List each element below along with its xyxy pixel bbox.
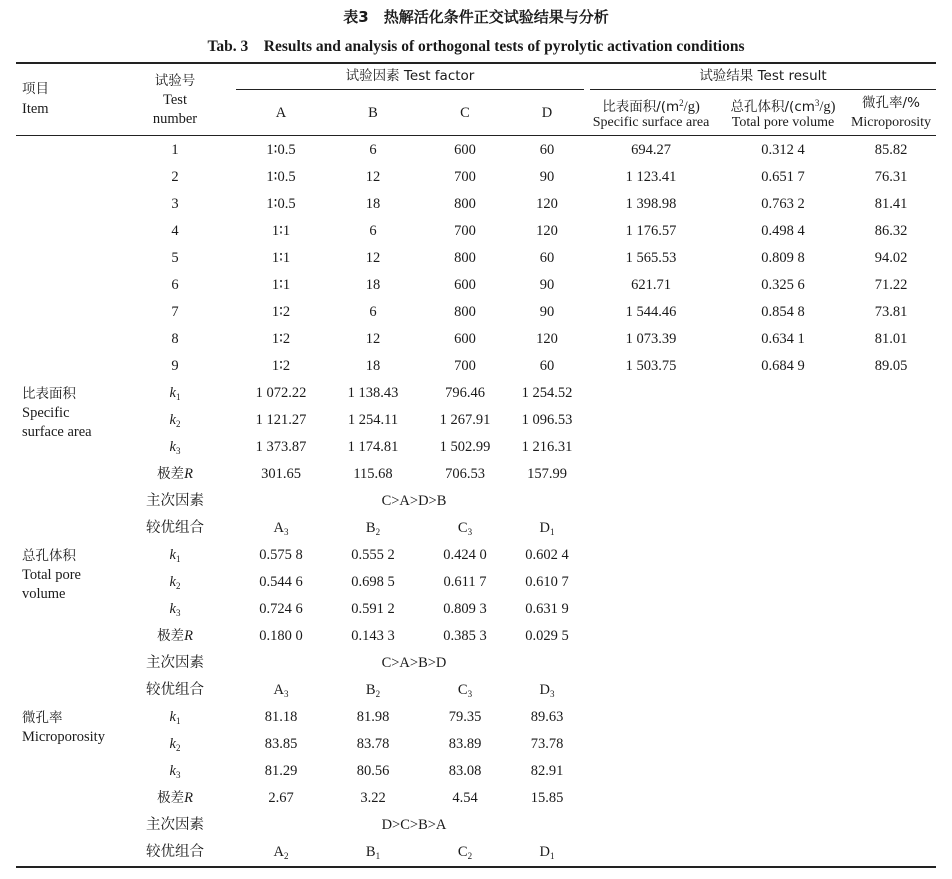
optimal-level-cell (502, 839, 592, 866)
header-result-group (590, 67, 936, 85)
optimal-level-cell (420, 515, 510, 542)
range-symbol: R (184, 466, 193, 482)
k3-value-cell: 1 216.31 (521, 439, 573, 455)
k-symbol: k (169, 601, 176, 617)
optimal-level: 1 (375, 851, 381, 861)
optimal-factor: C (457, 844, 468, 860)
k-subscript: 3 (175, 770, 181, 780)
k-row (0, 596, 952, 623)
k3-value-cell: 82.91 (530, 763, 564, 779)
factor-a-cell: 1∶0.5 (266, 142, 296, 158)
k-subscript: 2 (175, 743, 181, 753)
k-row (0, 542, 952, 569)
factor-d-cell: 120 (536, 196, 558, 212)
range-value-cell: 157.99 (527, 466, 567, 482)
factor-b-cell: 12 (365, 250, 381, 266)
k-subscript: 1 (175, 554, 181, 564)
optimal-level-cell (502, 677, 592, 704)
test-row (0, 245, 952, 272)
tpv-cell: 0.325 6 (761, 277, 805, 293)
header-rule (16, 135, 936, 136)
factor-a-cell: 1∶0.5 (266, 169, 296, 185)
analysis-item-cn: 微孔率 (22, 710, 63, 726)
k1-value-cell: 1 072.22 (255, 385, 307, 401)
k-subscript: 3 (175, 608, 181, 618)
microporosity-cell: 89.05 (874, 358, 908, 374)
factor-a-cell: 1∶2 (271, 331, 291, 347)
top-rule (16, 62, 936, 64)
range-value-cell: 4.54 (452, 790, 478, 806)
k1-value-cell: 1 138.43 (347, 385, 399, 401)
k2-value-cell: 0.611 7 (443, 574, 487, 590)
factor-c-cell: 800 (454, 304, 476, 320)
primary-factor-order: C>A>B>D (381, 655, 447, 671)
k-symbol: k (169, 547, 176, 563)
k1-value-cell: 81.18 (264, 709, 298, 725)
header-tpv-cn-a: 总孔体积/(cm (730, 99, 815, 115)
header-factor-group-text: 试验因素 Test factor (345, 68, 475, 84)
k3-value-cell: 1 174.81 (347, 439, 399, 455)
k2-value-cell: 83.89 (448, 736, 482, 752)
optimal-level: 2 (375, 527, 381, 537)
header-item-en: Item (22, 101, 49, 117)
header-mp-en: Microporosity (850, 115, 932, 130)
k3-value-cell: 80.56 (356, 763, 390, 779)
k-subscript: 1 (175, 716, 181, 726)
factor-b-cell: 18 (365, 277, 381, 293)
optimal-level-cell (328, 677, 418, 704)
header-mp-cn-text: 微孔率/% (862, 95, 920, 111)
factor-d-cell: 60 (539, 250, 555, 266)
factor-c-cell: 700 (454, 223, 476, 239)
header-tpv-sup: 3 (814, 98, 820, 108)
k2-value-cell: 83.85 (264, 736, 298, 752)
microporosity-cell: 85.82 (874, 142, 908, 158)
factor-b-cell: 18 (365, 358, 381, 374)
microporosity-cell: 81.01 (874, 331, 908, 347)
primary-factor-order: D>C>B>A (381, 817, 447, 833)
factor-c-cell: 600 (454, 331, 476, 347)
k2-value-cell: 73.78 (530, 736, 564, 752)
k-label (130, 731, 220, 758)
microporosity-cell: 76.31 (874, 169, 908, 185)
header-factor-a: A (275, 105, 287, 121)
k-symbol: k (169, 763, 176, 779)
k2-value-cell: 1 254.11 (347, 412, 399, 428)
optimal-factor: A (273, 682, 284, 698)
k-label (130, 542, 220, 569)
test-row (0, 353, 952, 380)
optimal-combination-row (0, 839, 952, 866)
k-label (130, 407, 220, 434)
factor-c-cell: 800 (454, 196, 476, 212)
k1-value-cell: 79.35 (448, 709, 482, 725)
header-ssa-cn-b: /g) (683, 99, 700, 115)
factor-b-cell: 6 (369, 142, 377, 158)
table-caption-cn: 表3 热解活化条件正交试验结果与分析 (343, 8, 609, 26)
k-symbol: k (169, 574, 176, 590)
factor-c-cell: 600 (454, 142, 476, 158)
k3-value-cell: 1 373.87 (255, 439, 307, 455)
k2-value-cell: 1 096.53 (521, 412, 573, 428)
tpv-cell: 0.498 4 (761, 223, 805, 239)
optimal-factor: C (457, 520, 468, 536)
k2-value-cell: 0.698 5 (351, 574, 395, 590)
microporosity-cell: 81.41 (874, 196, 908, 212)
optimal-factor: C (457, 682, 468, 698)
header-ssa-en: Specific surface area (592, 115, 710, 130)
test-row (0, 218, 952, 245)
factor-d-cell: 90 (539, 169, 555, 185)
k-label (130, 704, 220, 731)
factor-b-cell: 6 (369, 223, 377, 239)
ssa-cell: 621.71 (631, 277, 671, 293)
tpv-cell: 0.684 9 (761, 358, 805, 374)
k1-value-cell: 0.424 0 (443, 547, 487, 563)
header-factor-b: B (368, 105, 378, 121)
test-number-cell: 2 (171, 169, 179, 185)
k2-value-cell: 0.544 6 (259, 574, 303, 590)
k-row (0, 704, 952, 731)
ssa-cell: 1 073.39 (625, 331, 677, 347)
k1-value-cell: 0.575 8 (259, 547, 303, 563)
optimal-level: 1 (549, 527, 555, 537)
range-row (0, 461, 952, 488)
test-row (0, 164, 952, 191)
analysis-item-cn: 比表面积 (22, 386, 76, 402)
range-symbol: R (184, 628, 193, 644)
range-value-cell: 706.53 (445, 466, 485, 482)
optimal-level: 1 (549, 851, 555, 861)
primary-factor-label: 主次因素 (146, 655, 204, 671)
analysis-item-en: volume (22, 586, 66, 602)
ssa-cell: 1 565.53 (625, 250, 677, 266)
k1-value-cell: 0.602 4 (525, 547, 569, 563)
k-row (0, 569, 952, 596)
tpv-cell: 0.634 1 (761, 331, 805, 347)
analysis-item-en: Total pore (22, 567, 81, 583)
optimal-level-cell (236, 839, 326, 866)
k2-value-cell: 0.610 7 (525, 574, 569, 590)
header-factor-c: C (460, 105, 470, 121)
optimal-level-cell (328, 515, 418, 542)
analysis-item-en: Microporosity (22, 729, 105, 745)
optimal-level: 2 (375, 689, 381, 699)
optimal-level: 3 (549, 689, 555, 699)
optimal-combination-label: 较优组合 (146, 520, 204, 536)
microporosity-cell: 73.81 (874, 304, 908, 320)
k1-value-cell: 89.63 (530, 709, 564, 725)
microporosity-cell: 94.02 (874, 250, 908, 266)
range-symbol: R (184, 790, 193, 806)
optimal-combination-label: 较优组合 (146, 844, 204, 860)
optimal-level-cell (502, 515, 592, 542)
factor-a-cell: 1∶1 (271, 250, 291, 266)
header-test-cn: 试验号 (154, 73, 196, 89)
factor-d-cell: 90 (539, 304, 555, 320)
k-row (0, 380, 952, 407)
range-label (130, 623, 220, 650)
factor-b-cell: 6 (369, 304, 377, 320)
primary-factor-row (0, 650, 952, 677)
k-row (0, 407, 952, 434)
header-factor-group (236, 67, 584, 85)
optimal-level-cell (420, 677, 510, 704)
ssa-cell: 1 544.46 (625, 304, 677, 320)
k-row (0, 731, 952, 758)
k3-value-cell: 0.724 6 (259, 601, 303, 617)
k-subscript: 1 (175, 392, 181, 402)
range-label-text: 极差 (157, 466, 185, 482)
factor-d-cell: 60 (539, 358, 555, 374)
range-value-cell: 0.385 3 (443, 628, 487, 644)
tpv-cell: 0.854 8 (761, 304, 805, 320)
header-result-group-text: 试验结果 Test result (699, 68, 827, 84)
header-ssa-cn (586, 94, 716, 116)
ssa-cell: 1 503.75 (625, 358, 677, 374)
factor-a-cell: 1∶2 (271, 358, 291, 374)
header-ssa-sup: 2 (679, 98, 684, 108)
factor-d-cell: 120 (536, 331, 558, 347)
ssa-cell: 694.27 (631, 142, 671, 158)
factor-group-rule (236, 89, 584, 90)
k1-value-cell: 81.98 (356, 709, 390, 725)
optimal-level-cell (420, 839, 510, 866)
optimal-combination-label: 较优组合 (146, 682, 204, 698)
range-value-cell: 2.67 (268, 790, 294, 806)
factor-d-cell: 120 (536, 223, 558, 239)
header-tpv-cn (718, 94, 848, 116)
test-row (0, 326, 952, 353)
primary-factor-row (0, 812, 952, 839)
factor-d-cell: 90 (539, 277, 555, 293)
range-value-cell: 301.65 (261, 466, 301, 482)
range-value-cell: 0.143 3 (351, 628, 395, 644)
k-label (130, 380, 220, 407)
k-subscript: 2 (175, 419, 181, 429)
optimal-level: 3 (283, 527, 289, 537)
factor-b-cell: 18 (365, 196, 381, 212)
optimal-combination-row (0, 515, 952, 542)
k-label (130, 596, 220, 623)
analysis-item-cn: 总孔体积 (22, 548, 76, 564)
header-ssa-cn-a: 比表面积/(m (602, 99, 680, 115)
primary-factor-row (0, 488, 952, 515)
table-caption-en: Tab. 3 Results and analysis of orthogonal tests of pyrolytic activation conditions (207, 38, 745, 55)
k3-value-cell: 81.29 (264, 763, 298, 779)
k1-value-cell: 0.555 2 (351, 547, 395, 563)
k-label (130, 758, 220, 785)
test-row (0, 191, 952, 218)
k3-value-cell: 1 502.99 (439, 439, 491, 455)
k3-value-cell: 83.08 (448, 763, 482, 779)
optimal-factor: B (365, 520, 376, 536)
test-number-cell: 3 (171, 196, 179, 212)
factor-a-cell: 1∶0.5 (266, 196, 296, 212)
range-label-text: 极差 (157, 790, 185, 806)
k-symbol: k (169, 439, 176, 455)
k2-value-cell: 83.78 (356, 736, 390, 752)
factor-c-cell: 800 (454, 250, 476, 266)
optimal-factor: D (539, 844, 550, 860)
k2-value-cell: 1 267.91 (439, 412, 491, 428)
result-group-rule (590, 89, 936, 90)
optimal-level-cell (236, 677, 326, 704)
k-symbol: k (169, 736, 176, 752)
k-subscript: 2 (175, 581, 181, 591)
microporosity-cell: 86.32 (874, 223, 908, 239)
header-item-cn: 项目 (22, 81, 49, 97)
test-row (0, 272, 952, 299)
ssa-cell: 1 398.98 (625, 196, 677, 212)
optimal-factor: B (365, 682, 376, 698)
k2-value-cell: 1 121.27 (255, 412, 307, 428)
analysis-item-en: Specific (22, 405, 70, 421)
range-row (0, 623, 952, 650)
tpv-cell: 0.651 7 (761, 169, 805, 185)
primary-factor-label: 主次因素 (146, 817, 204, 833)
factor-c-cell: 700 (454, 169, 476, 185)
k-row (0, 758, 952, 785)
k3-value-cell: 0.809 3 (443, 601, 487, 617)
k-row (0, 434, 952, 461)
header-factor-d: D (541, 105, 553, 121)
optimal-level: 3 (467, 527, 473, 537)
ssa-cell: 1 123.41 (625, 169, 677, 185)
k3-value-cell: 0.631 9 (525, 601, 569, 617)
test-row (0, 137, 952, 164)
optimal-level: 3 (467, 689, 473, 699)
range-value-cell: 0.029 5 (525, 628, 569, 644)
optimal-level: 3 (283, 689, 289, 699)
ssa-cell: 1 176.57 (625, 223, 677, 239)
optimal-factor: D (539, 682, 550, 698)
k-symbol: k (169, 385, 176, 401)
microporosity-cell: 71.22 (874, 277, 908, 293)
optimal-level: 2 (283, 851, 289, 861)
header-tpv-cn-b: /g) (819, 99, 836, 115)
tpv-cell: 0.312 4 (761, 142, 805, 158)
analysis-item-en: surface area (22, 424, 92, 440)
factor-b-cell: 12 (365, 331, 381, 347)
optimal-level-cell (328, 839, 418, 866)
factor-c-cell: 700 (454, 358, 476, 374)
k-subscript: 3 (175, 446, 181, 456)
test-number-cell: 6 (171, 277, 179, 293)
factor-a-cell: 1∶2 (271, 304, 291, 320)
k1-value-cell: 1 254.52 (521, 385, 573, 401)
range-value-cell: 3.22 (360, 790, 386, 806)
header-test-en2: number (152, 111, 198, 127)
k-label (130, 569, 220, 596)
test-row (0, 299, 952, 326)
range-value-cell: 0.180 0 (259, 628, 303, 644)
range-label-text: 极差 (157, 628, 185, 644)
k3-value-cell: 0.591 2 (351, 601, 395, 617)
primary-factor-label: 主次因素 (146, 493, 204, 509)
k-label (130, 434, 220, 461)
range-label (130, 461, 220, 488)
k1-value-cell: 796.46 (445, 385, 485, 401)
range-row (0, 785, 952, 812)
optimal-factor: A (273, 844, 284, 860)
range-label (130, 785, 220, 812)
optimal-factor: A (273, 520, 284, 536)
test-number-cell: 1 (171, 142, 179, 158)
bottom-rule (16, 866, 936, 868)
k-symbol: k (169, 709, 176, 725)
factor-a-cell: 1∶1 (271, 277, 291, 293)
optimal-combination-row (0, 677, 952, 704)
range-value-cell: 15.85 (530, 790, 564, 806)
optimal-factor: B (365, 844, 376, 860)
factor-a-cell: 1∶1 (271, 223, 291, 239)
header-mp-cn (846, 94, 936, 112)
test-number-cell: 7 (171, 304, 179, 320)
optimal-level-cell (236, 515, 326, 542)
header-test-en1: Test (163, 92, 187, 108)
tpv-cell: 0.809 8 (761, 250, 805, 266)
range-value-cell: 115.68 (353, 466, 393, 482)
optimal-level: 2 (467, 851, 473, 861)
k-symbol: k (169, 412, 176, 428)
test-number-cell: 8 (171, 331, 179, 347)
optimal-factor: D (539, 520, 550, 536)
factor-c-cell: 600 (454, 277, 476, 293)
factor-b-cell: 12 (365, 169, 381, 185)
test-number-cell: 5 (171, 250, 179, 266)
test-number-cell: 9 (171, 358, 179, 374)
tpv-cell: 0.763 2 (761, 196, 805, 212)
header-tpv-en: Total pore volume (731, 115, 835, 130)
factor-d-cell: 60 (539, 142, 555, 158)
test-number-cell: 4 (171, 223, 179, 239)
primary-factor-order: C>A>D>B (381, 493, 447, 509)
